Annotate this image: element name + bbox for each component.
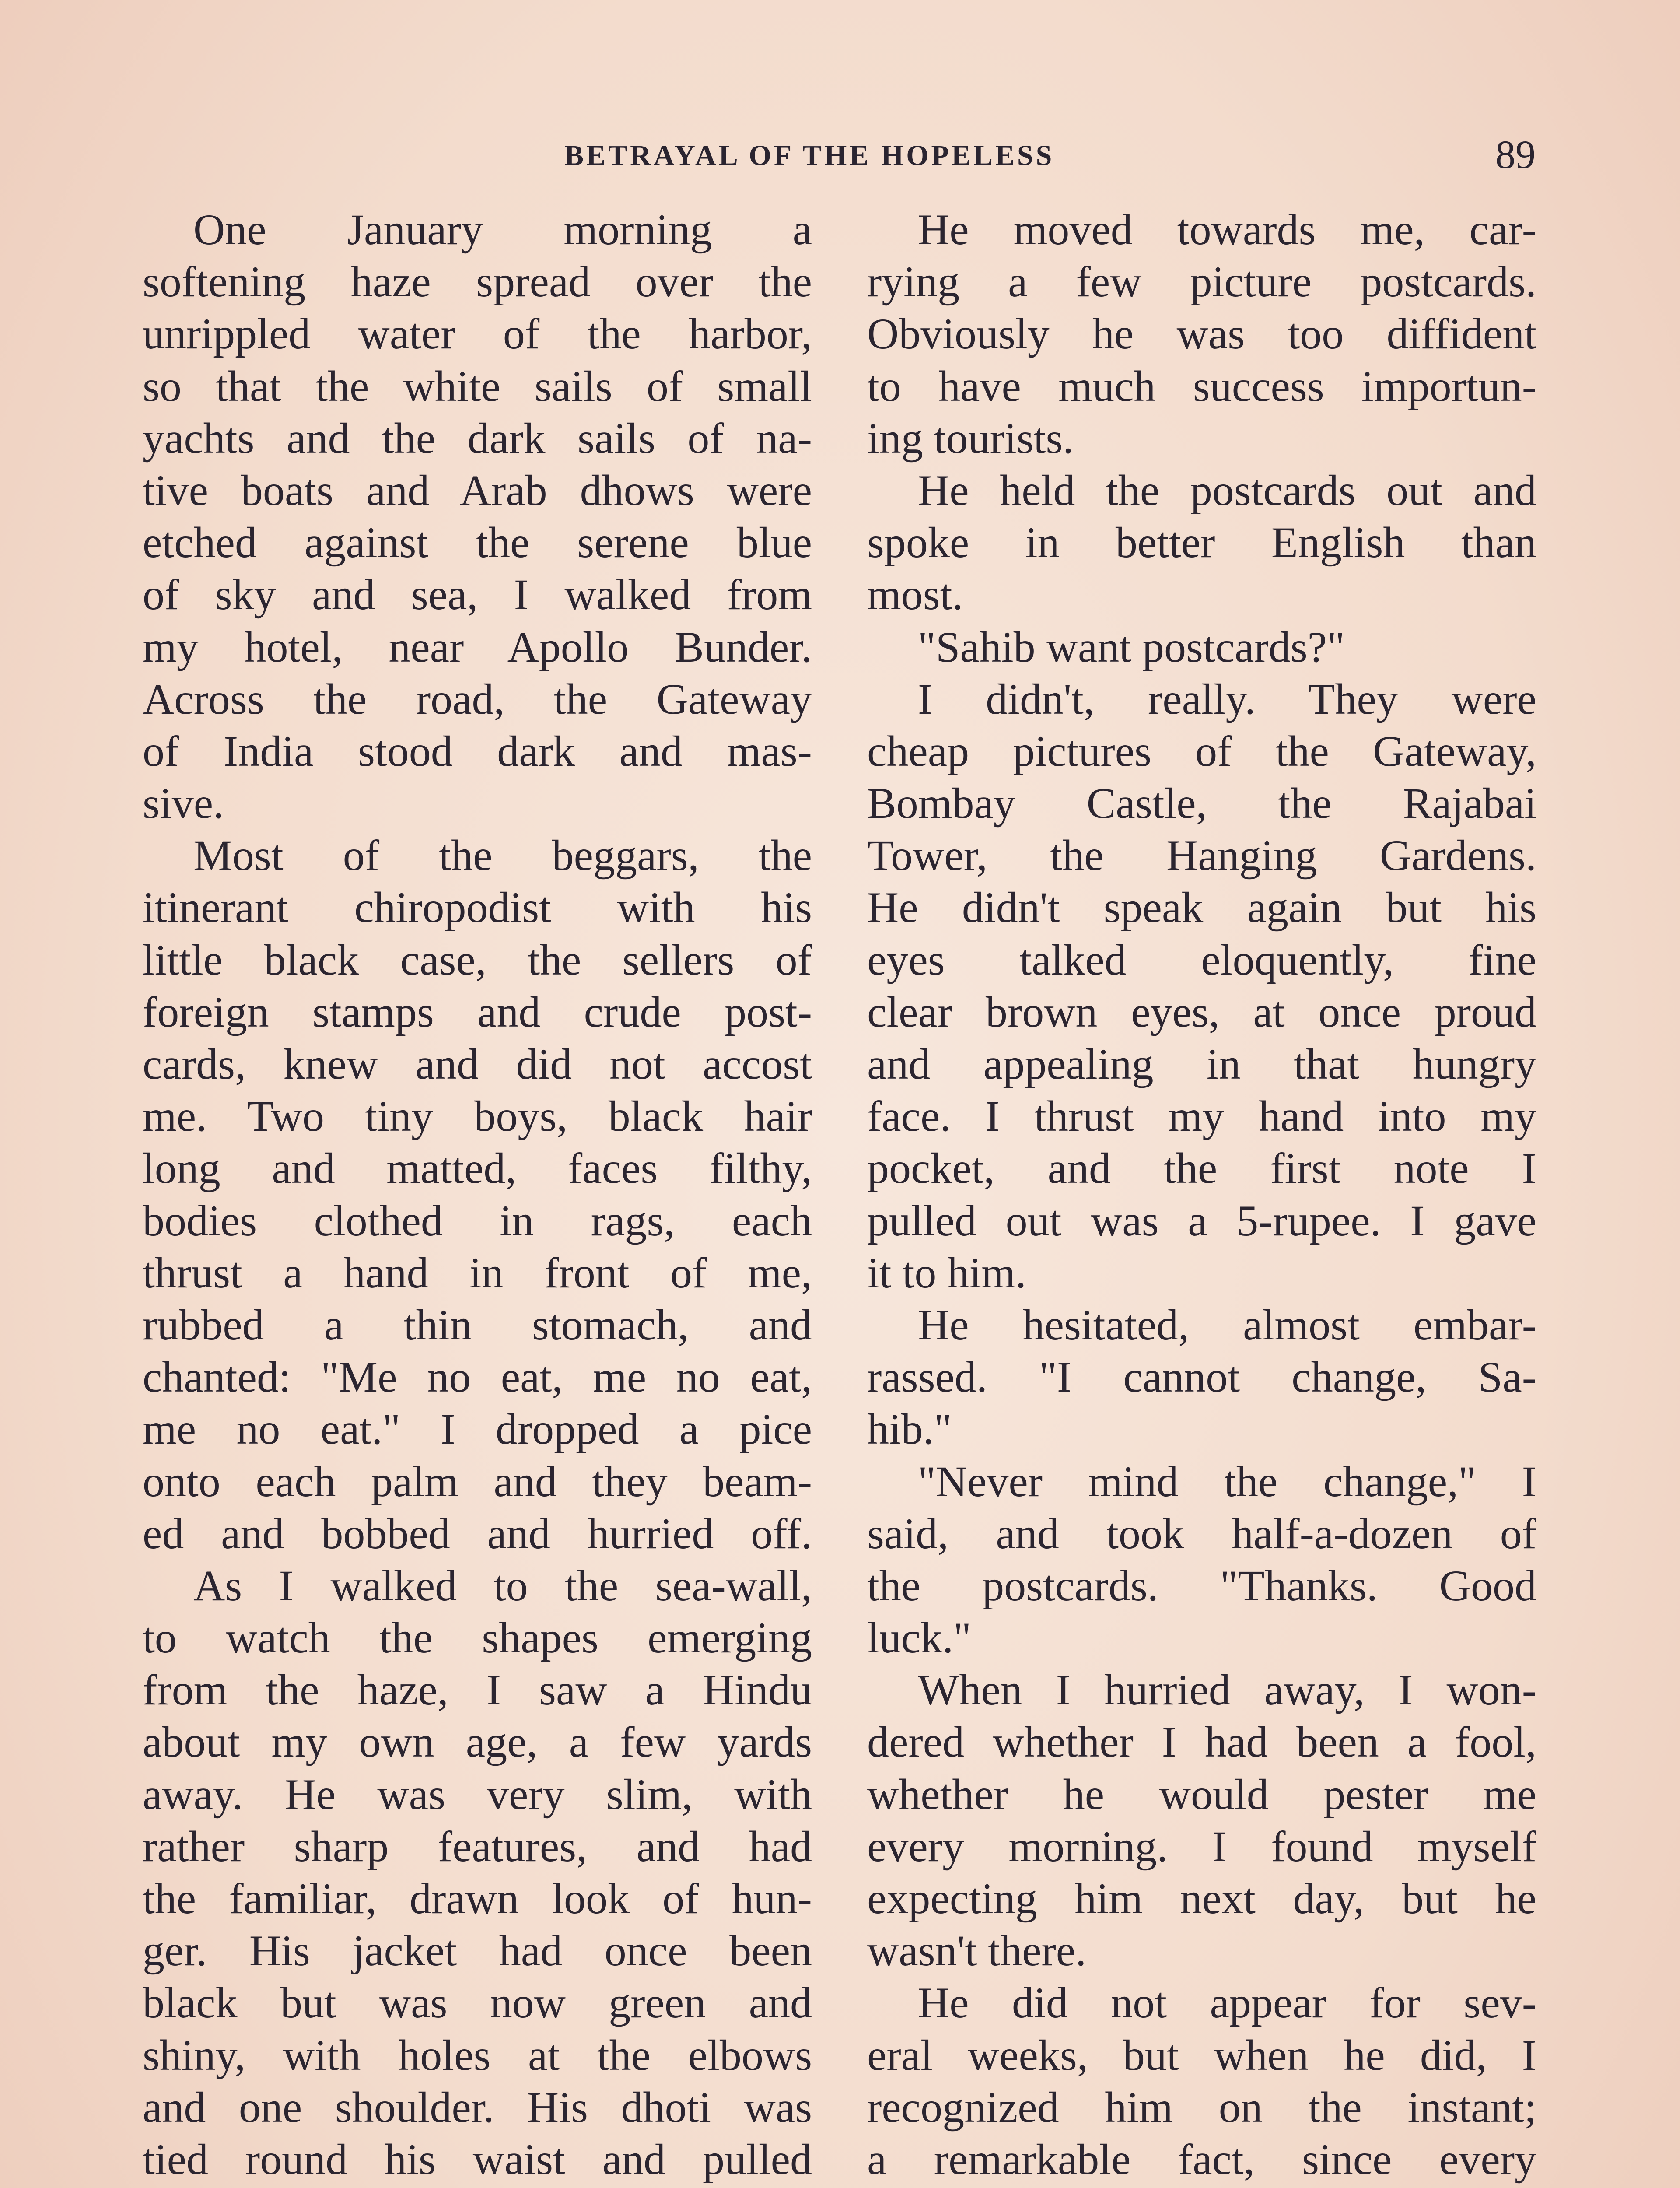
text-line: clear brown eyes, at once proud [867,987,1536,1036]
text-line: Obviously he was too diffident [867,309,1536,358]
text-line: the postcards. "Thanks. Good [867,1561,1536,1610]
text-line: rubbed a thin stomach, and [143,1300,812,1349]
text-line: cheap pictures of the Gateway, [867,726,1536,775]
text-line: softening haze spread over the [143,257,812,306]
text-line: eyes talked eloquently, fine [867,935,1536,984]
text-line: rather sharp features, and had [143,1822,812,1871]
text-line: long and matted, faces filthy, [143,1144,812,1193]
text-line: tied round his waist and pulled [143,2135,812,2184]
text-line: Across the road, the Gateway [143,674,812,723]
text-line: When I hurried away, I won- [918,1666,1536,1715]
text-line: away. He was very slim, with [143,1770,812,1819]
text-line: tive boats and Arab dhows were [143,466,812,515]
text-line: face. I thrust my hand into my [867,1092,1536,1141]
text-line: spoke in better English than [867,518,1536,567]
text-line: cards, knew and did not accost [143,1040,812,1088]
text-line: every morning. I found myself [867,1822,1536,1871]
text-line: said, and took half-a-dozen of [867,1509,1536,1558]
text-line: He didn't speak again but his [867,883,1536,932]
text-line: ed and bobbed and hurried off. [143,1509,812,1558]
text-line: eral weeks, but when he did, I [867,2030,1536,2079]
running-head: BETRAYAL OF THE HOPELESS [564,140,1055,172]
text-line: dered whether I had been a fool, [867,1718,1536,1767]
text-line: recognized him on the instant; [867,2083,1536,2132]
text-line: He held the postcards out and [918,466,1536,515]
text-line: and appealing in that hungry [867,1040,1536,1088]
text-line: He hesitated, almost embar- [918,1300,1536,1349]
text-line: little black case, the sellers of [143,935,812,984]
text-line: onto each palm and they beam- [143,1457,812,1506]
page-number: 89 [1495,132,1536,177]
text-line: ing tourists. [867,414,1074,463]
text-line: whether he would pester me [867,1770,1536,1819]
text-line: foreign stamps and crude post- [143,987,812,1036]
text-line: to have much success importun- [867,361,1536,410]
text-line: me. Two tiny boys, black hair [143,1092,812,1141]
text-line: it to him. [867,1248,1026,1297]
text-line: about my own age, a few yards [143,1718,812,1767]
text-line: bodies clothed in rags, each [143,1196,812,1245]
text-line: ger. His jacket had once been [143,1926,812,1975]
text-line: rassed. "I cannot change, Sa- [867,1353,1536,1402]
text-line [867,2185,1536,2188]
text-line: thrust a hand in front of me, [143,1248,812,1297]
text-line: unrippled water of the harbor, [143,309,812,358]
text-line: He moved towards me, car- [918,205,1536,254]
text-line: itinerant chiropodist with his [143,883,812,932]
text-line: shiny, with holes at the elbows [143,2030,812,2079]
text-line: of India stood dark and mas- [143,726,812,775]
text-line: black but was now green and [143,1978,812,2027]
text-line [143,2185,812,2188]
text-line: of sky and sea, I walked from [143,570,812,619]
text-line: expecting him next day, but he [867,1874,1536,1923]
text-line: luck." [867,1613,971,1662]
text-line: to watch the shapes emerging [143,1613,812,1662]
text-line: wasn't there. [867,1926,1087,1975]
text-line: sive. [143,779,224,828]
text-line: me no eat." I dropped a pice [143,1405,812,1454]
text-line: I didn't, really. They were [918,674,1536,723]
text-line: from the haze, I saw a Hindu [143,1666,812,1715]
text-line: "Sahib want postcards?" [918,622,1345,671]
text-line: most. [867,570,963,619]
right-text-column [867,203,1536,2188]
text-line: my hotel, near Apollo Bunder. [143,622,812,671]
text-line: He did not appear for sev- [918,1978,1536,2027]
left-text-column [143,203,812,2188]
text-line: and one shoulder. His dhoti was [143,2083,812,2132]
text-line: pulled out was a 5-rupee. I gave [867,1196,1536,1245]
text-line: chanted: "Me no eat, me no eat, [143,1353,812,1402]
text-line: pocket, and the first note I [867,1144,1536,1193]
text-line: etched against the serene blue [143,518,812,567]
text-line: Bombay Castle, the Rajabai [867,779,1536,828]
text-line: One January morning a [193,205,812,254]
text-line: yachts and the dark sails of na- [143,414,812,463]
text-line: hib." [867,1405,952,1454]
text-line: the familiar, drawn look of hun- [143,1874,812,1923]
text-line: so that the white sails of small [143,361,812,410]
text-line: a remarkable fact, since every [867,2135,1536,2184]
text-line: "Never mind the change," I [918,1457,1536,1506]
text-line: As I walked to the sea-wall, [193,1561,812,1610]
text-line: Tower, the Hanging Gardens. [867,831,1536,880]
text-line: rying a few picture postcards. [867,257,1536,306]
text-line: Most of the beggars, the [193,831,812,880]
